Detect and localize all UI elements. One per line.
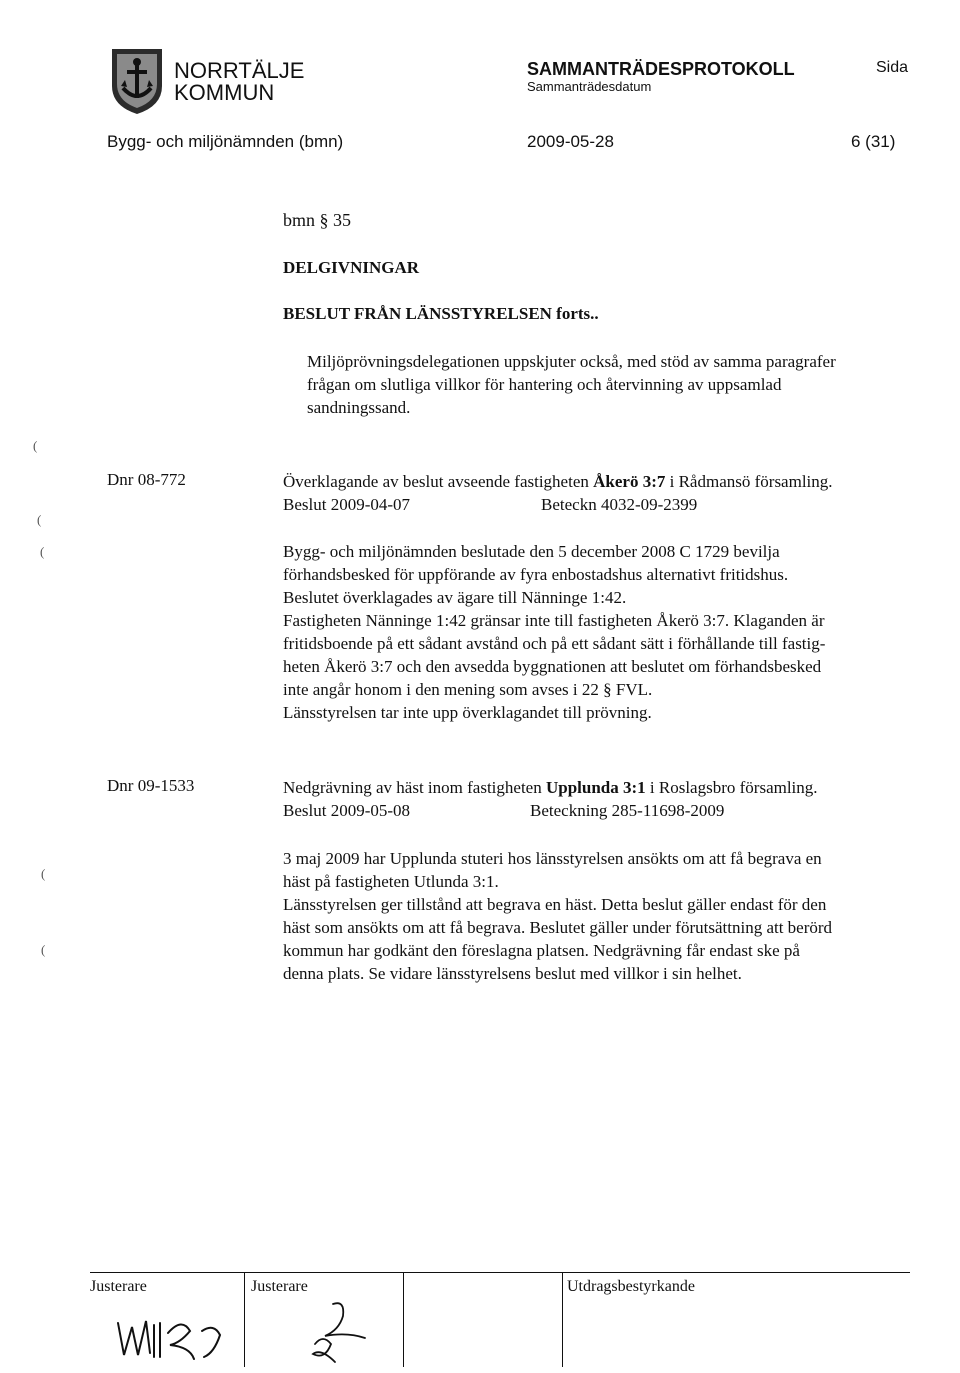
body-line: Bygg- och miljönämnden beslutade den 5 december 2008 C 1729 bevilja bbox=[283, 542, 780, 561]
footer-top-rule bbox=[90, 1272, 910, 1273]
case-title-prefix: Överklagande av beslut avseende fastigheten bbox=[283, 472, 594, 491]
signature-1 bbox=[110, 1303, 240, 1368]
utdragsbestyrkande-label: Utdragsbestyrkande bbox=[567, 1278, 695, 1295]
scan-margin-mark: ( bbox=[41, 866, 46, 881]
case-title bbox=[283, 776, 943, 799]
intro-line: Miljöprövningsdelegationen uppskjuter också, med stöd av samma paragrafer bbox=[307, 352, 836, 371]
body-line: 3 maj 2009 har Upplunda stuteri hos länsstyrelsen ansökts om att få begrava en bbox=[283, 849, 822, 868]
org-line-1: NORRTÄLJE bbox=[174, 58, 305, 83]
intro-line: frågan om slutliga villkor för hantering och återvinning av uppsamlad bbox=[307, 375, 782, 394]
decision-date: Beslut 2009-04-07 bbox=[283, 495, 411, 514]
scan-margin-mark: ( bbox=[40, 544, 45, 559]
case-title-prefix: Nedgrävning av häst inom fastigheten bbox=[283, 778, 546, 797]
body-line: förhandsbesked för uppförande av fyra enbostadshus alternativt fritidshus. bbox=[283, 565, 789, 584]
signature-2 bbox=[285, 1298, 395, 1373]
body-line: Länsstyrelsen ger tillstånd att begrava en häst. Detta beslut gäller endast för den bbox=[283, 895, 827, 914]
body-line: fritidsboende på ett sådant avstånd och på ett sådant sätt i förhållande till fastig- bbox=[283, 634, 826, 653]
body-line: Länsstyrelsen tar inte upp överklagandet till prövning. bbox=[283, 703, 652, 722]
scan-margin-mark: ( bbox=[41, 942, 46, 957]
property-name: Upplunda 3:1 bbox=[545, 778, 646, 797]
case-body bbox=[283, 540, 903, 724]
intro-paragraph bbox=[307, 350, 867, 419]
intro-line: sandningssand. bbox=[307, 398, 411, 417]
committee-name: Bygg- och miljönämnden (bmn) bbox=[107, 132, 344, 151]
property-name: Åkerö 3:7 bbox=[593, 472, 666, 491]
footer-divider bbox=[562, 1272, 563, 1367]
section-title: DELGIVNINGAR bbox=[283, 258, 420, 277]
municipal-crest-icon bbox=[109, 46, 165, 116]
meeting-date: 2009-05-28 bbox=[527, 132, 614, 151]
footer-divider bbox=[244, 1272, 245, 1367]
body-line: heten Åkerö 3:7 och den avsedda byggnationen att beslutet om förhandsbesked bbox=[283, 657, 822, 676]
scan-margin-mark: ( bbox=[33, 438, 38, 453]
decision-reference: Beteckn 4032-09-2399 bbox=[541, 495, 698, 514]
date-label: Sammanträdesdatum bbox=[527, 79, 652, 94]
case-number: Dnr 08-772 bbox=[107, 470, 186, 489]
document-title: SAMMANTRÄDESPROTOKOLL bbox=[527, 59, 795, 79]
body-line: denna plats. Se vidare länsstyrelsens beslut med villkor i sin helhet. bbox=[283, 964, 742, 983]
organization-name bbox=[174, 60, 304, 104]
body-line: häst på fastigheten Utlunda 3:1. bbox=[283, 872, 499, 891]
case-header bbox=[283, 470, 943, 516]
case-header bbox=[283, 776, 943, 822]
scan-margin-mark: ( bbox=[37, 512, 42, 527]
case-title-suffix: i Rådmansö församling. bbox=[665, 472, 833, 491]
paragraph-number: bmn § 35 bbox=[283, 210, 352, 230]
page-number: 6 (31) bbox=[851, 132, 896, 151]
subsection-title: BESLUT FRÅN LÄNSSTYRELSEN forts.. bbox=[283, 304, 599, 323]
case-title-suffix: i Roslagsbro församling. bbox=[645, 778, 818, 797]
case-body bbox=[283, 847, 903, 985]
footer-divider bbox=[403, 1272, 404, 1367]
justerare-label: Justerare bbox=[251, 1278, 308, 1295]
page-label: Sida bbox=[876, 59, 909, 76]
case-number: Dnr 09-1533 bbox=[107, 776, 195, 795]
org-line-2: KOMMUN bbox=[174, 80, 275, 105]
body-line: Fastigheten Nänninge 1:42 gränsar inte till fastigheten Åkerö 3:7. Klaganden är bbox=[283, 611, 825, 630]
body-line: Beslutet överklagades av ägare till Nänninge 1:42. bbox=[283, 588, 627, 607]
body-line: inte angår honom i den mening som avses i 22 § FVL. bbox=[283, 680, 653, 699]
decision-date: Beslut 2009-05-08 bbox=[283, 801, 411, 820]
body-line: häst som ansökts om att få begrava. Beslutet gäller under förutsättning att berörd bbox=[283, 918, 833, 937]
justerare-label: Justerare bbox=[90, 1278, 147, 1295]
case-title bbox=[283, 470, 943, 493]
body-line: kommun har godkänt den föreslagna platsen. Nedgrävning får endast ske på bbox=[283, 941, 800, 960]
decision-reference: Beteckning 285-11698-2009 bbox=[530, 801, 725, 820]
